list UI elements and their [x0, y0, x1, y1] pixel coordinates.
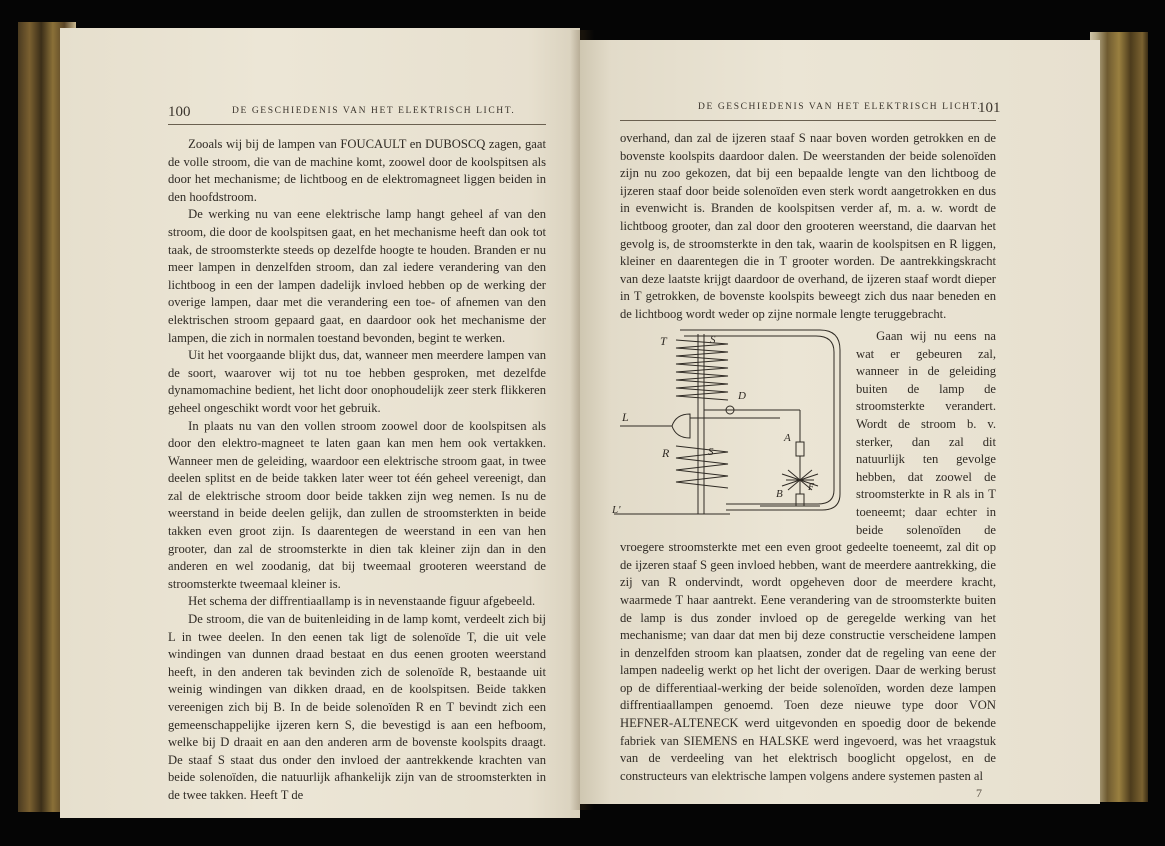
paragraph: Zooals wij bij de lampen van FOUCAULT en DUBOSCQ zagen, gaat de volle stroom, die van de machine komt, zoowel door de koolspitsen als door het mechanisme; de lichtboog en de elektromagneet liggen beiden in den hoofdstroom.	[168, 137, 546, 204]
figure-label: L	[622, 410, 629, 424]
figure-float-spacer	[620, 328, 856, 526]
right-main-text	[620, 328, 996, 785]
right-page	[580, 40, 1100, 804]
paragraph: overhand, dan zal de ijzeren staaf S naar boven worden getrokken en de bovenste koolspits daardoor dalen. De weerstanden der beide solenoïden zijn nu zoo gekozen, dat bij een bepaalde lengte van den lichtboog de ijzeren staaf door beide solenoïden even sterk wordt aangetrokken en dus in evenwicht is. Branden de koolspitsen verder af, m. a. w. wordt de lichtboog grooter, dan zal door den grooteren weerstand, die daarvan het gevolg is, de stroomsterkte in den tak, waarin de koolspitsen en R liggen, kleiner en daarentegen die in T grooter worden. De aantrekkingskracht van deze laatste krijgt daardoor de overhand, de ijzeren staaf wordt dieper in T getrokken, de bovenste koolspits beweegt zich dus naar beneden en de lichtboog wordt weder op zijne normale lengte teruggebracht.	[620, 131, 996, 321]
paragraph: De werking nu van eene elektrische lamp hangt geheel af van den stroom, die door de koolspitsen gaat, en het mechanisme heeft dan ook tot taak, de stroomsterkte steeds op dezelfde hoogte te houden. Branden er nu meer lampen in denzelfden stroom, dan zal iedere verandering van den lichtboog in een der lampen dadelijk invloed hebben op de werking der overige lampen, daar met die verandering een toe- of afnemen van den elektrischen stroom gepaard gaat, en daardoor ook het mechanisme der lampen, die zich in normalen toestand bevonden, begint te werken.	[168, 207, 546, 345]
paragraph: Uit het voorgaande blijkt dus, dat, wanneer men meerdere lampen van de soort, waarover wij tot nu toe hebben gesproken, met dezelfde dynamomachine bedient, het licht door onophoudelijk zeer sterk flikkeren geheel ongeschikt wordt voor het gebruik.	[168, 348, 546, 415]
paragraph: De stroom, die van de buitenleiding in de lamp komt, verdeelt zich bij L in twee deelen. In den eenen tak ligt de solenoïde T, die uit vele windingen van dunnen draad bestaat en dus eenen grooten weerstand heeft, in den anderen tak bevinden zich de solenoïde R, bestaande uit weinig windingen van dikken draad, en de koolspitsen. Beide takken vereenigen zich bij B. In de beide solenoïden R en T bevindt zich een gemeenschappelijke ijzeren kern S, die bevestigd is aan een hefboom, welke bij D draait en aan den anderen arm de bovenste koolspits draagt. De staaf S staat dus onder den invloed der aantrekkende krachten van beide solenoïden, die natuurlijk afhankelijk zijn van de stroomsterkten in de twee takken. Heeft T de	[168, 612, 546, 802]
left-page	[60, 28, 580, 818]
figure-label: S	[710, 334, 716, 346]
figure-label: A	[784, 432, 791, 444]
paragraph: In plaats nu van den vollen stroom zoowel door de koolspitsen als door den elektro-magneet te laten gaan kan men hem ook vertakken. Wanneer men de geleiding, waardoor een elektrische stroom gaat, in twee deelen splitst en de beide takken later weer tot één geheel vereenigt, dan zal de elektrische stroom door beide takken zijn weg nemen. Is nu de weerstand in beide deelen gelijk, dan zullen de stroomsterkten in beide takken even groot zijn. Is daarentegen de weerstand in een van hen grooter, dan zal de stroomsterkte in dien tak kleiner zijn dan in den anderen en wel zoodanig, dat bij tweemaal grooteren weerstand de stroomsterkte tweemaal kleiner is.	[168, 418, 546, 591]
paragraph: Gaan wij nu eens na wat er gebeuren zal, wanneer in de geleiding buiten de lamp de stroomsterkte verandert. Wordt de stroom b. v. sterker, dan zal dit natuurlijk ten gevolge hebben, dat zoowel de stroomsterkte in R als in T toeneemt; daar echter in beide solenoïden de vroegere stroomsterkte met een even groot gedeelte toeneemt, zal dit op de ijzeren staaf S geen invloed hebben, want de meerdere aantrekking, die zij van R ondervindt, wordt opgeheven door de meerdere kracht, waarmede T haar aantrekt. Eene verandering van de stroomsterkte buiten de lamp is dus zonder invloed op de geregelde werking van het mechanisme; van daar dat men bij deze constructie verscheidene lampen in denzelfden stroom kan plaatsen, zonder dat de regeling van eene der lampen nadeelig werkt op het licht der overigen. Daar de werking berust op de differentiaal-werking der beide solenoïden, worden deze lampen diffrentiaallampen genoemd. Toen deze nieuwe type door VON HEFNER-ALTENECK werd uitgevonden en spoedig door de bekende fabriek van SIEMENS en HALSKE werd ingevoerd, was het vraagstuk van de verdeeling van het elektrisch booglicht opgelost, en de constructeurs van elektrische lampen volgens andere systemen pasten al	[620, 329, 996, 783]
figure-label: F	[808, 482, 815, 493]
header-rule-left	[168, 124, 546, 125]
right-top-text	[620, 130, 996, 324]
paragraph: Het schema der diffrentiaallamp is in nevenstaande figuur afgebeeld.	[188, 594, 536, 609]
header-rule-right	[620, 120, 996, 121]
figure-label: L'	[612, 504, 621, 516]
figure-label: B	[776, 488, 783, 500]
left-text-block	[168, 136, 546, 805]
figure-label: S	[708, 446, 714, 458]
signature-mark: 7	[976, 786, 982, 800]
figure-label: D	[738, 390, 746, 402]
running-head-right: DE GESCHIEDENIS VAN HET ELEKTRISCH LICHT.	[698, 102, 982, 112]
figure-label: T	[660, 334, 667, 348]
figure-label: R	[662, 446, 670, 460]
running-head-left: DE GESCHIEDENIS VAN HET ELEKTRISCH LICHT.	[232, 106, 516, 116]
page-number-left: 100	[168, 104, 191, 120]
page-number-right: 101	[978, 100, 1001, 116]
